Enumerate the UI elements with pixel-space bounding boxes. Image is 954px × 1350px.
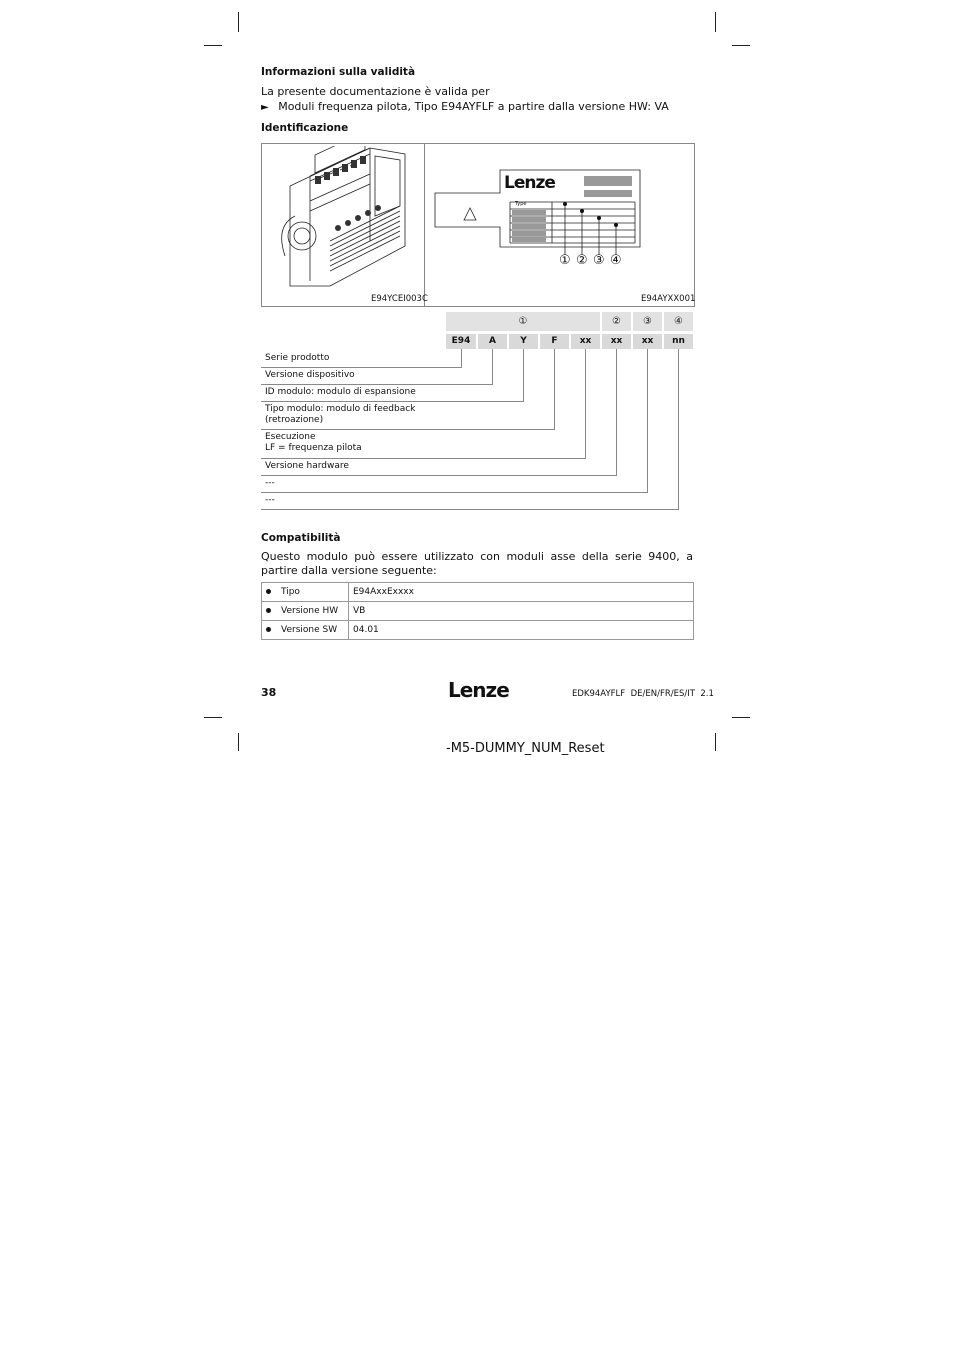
- table-row: [262, 602, 694, 621]
- leader-line: [523, 349, 524, 401]
- arrow-bullet-icon: ►: [261, 102, 269, 113]
- figure-divider: [424, 143, 425, 306]
- table-cell-label: [262, 583, 349, 602]
- right-figure-caption: E94AYXX001: [641, 294, 696, 304]
- leader-line: [461, 349, 462, 367]
- validity-heading: Informazioni sulla validità: [261, 66, 416, 78]
- dummy-label: -M5-DUMMY_NUM_Reset: [446, 741, 605, 756]
- desc-underline: [261, 509, 679, 510]
- code-header-4: ④: [664, 312, 693, 331]
- page-number: 38: [261, 686, 277, 699]
- leader-line: [492, 349, 493, 384]
- code-header-3: ③: [633, 312, 662, 331]
- desc-underline: [261, 429, 555, 430]
- validity-item-text: Moduli frequenza pilota, Tipo E94AYFLF a partire dalla versione HW: VA: [278, 100, 669, 113]
- leader-line: [647, 349, 648, 492]
- table-row: [262, 583, 694, 602]
- left-figure-caption: E94YCEI003C: [371, 294, 428, 304]
- desc-execution-lf: LF = frequenza pilota: [265, 443, 362, 453]
- desc-execution: Esecuzione: [265, 432, 316, 442]
- device-illustration: [270, 146, 420, 291]
- footer-logo: Lenze: [448, 678, 509, 702]
- table-cell-value: VB: [349, 602, 694, 621]
- leader-line: [678, 349, 679, 509]
- validity-intro: La presente documentazione è valida per: [261, 85, 490, 98]
- code-part: A: [478, 334, 507, 349]
- nameplate-type-label: Type: [515, 201, 527, 207]
- circled-number-4: ④: [610, 253, 622, 268]
- leader-line: [616, 349, 617, 475]
- crop-mark: [732, 45, 750, 46]
- table-cell-label: [262, 621, 349, 640]
- leader-line: [585, 349, 586, 458]
- table-cell-value: E94AxxExxxx: [349, 583, 694, 602]
- desc-series: Serie prodotto: [265, 353, 330, 363]
- desc-underline: [261, 458, 586, 459]
- desc-underline: [261, 367, 462, 368]
- compatibility-text: Questo modulo può essere utilizzato con moduli asse della serie 9400, a partire dalla versione seguente:: [261, 550, 693, 577]
- desc-underline: [261, 384, 493, 385]
- nameplate-logo: Lenze: [504, 173, 555, 193]
- desc-placeholder-1: ---: [265, 478, 275, 488]
- code-header-2: ②: [602, 312, 631, 331]
- desc-device-version: Versione dispositivo: [265, 370, 355, 380]
- crop-mark: [238, 12, 239, 32]
- bullet-icon: [266, 627, 271, 632]
- leader-line: [554, 349, 555, 429]
- desc-underline: [261, 492, 648, 493]
- desc-hardware-version: Versione hardware: [265, 461, 349, 471]
- code-part: xx: [571, 334, 600, 349]
- desc-module-id: ID modulo: modulo di espansione: [265, 387, 416, 397]
- row-label: Versione HW: [281, 606, 339, 616]
- bullet-icon: [266, 608, 271, 613]
- desc-module-type-cont: (retroazione): [265, 415, 324, 425]
- row-label: Versione SW: [281, 625, 338, 635]
- code-part: F: [540, 334, 569, 349]
- crop-mark: [715, 733, 716, 751]
- table-row: [262, 621, 694, 640]
- crop-mark: [204, 717, 222, 718]
- compatibility-table: [261, 582, 694, 640]
- row-label: Tipo: [281, 587, 300, 597]
- desc-underline: [261, 401, 524, 402]
- code-part: xx: [602, 334, 631, 349]
- crop-mark: [238, 733, 239, 751]
- table-cell-value: 04.01: [349, 621, 694, 640]
- circled-number-1: ①: [559, 253, 571, 268]
- bullet-icon: [266, 589, 271, 594]
- desc-module-type: Tipo modulo: modulo di feedback: [265, 404, 416, 414]
- crop-mark: [204, 45, 222, 46]
- code-part: xx: [633, 334, 662, 349]
- table-cell-label: [262, 602, 349, 621]
- desc-placeholder-2: ---: [265, 495, 275, 505]
- code-part: Y: [509, 334, 538, 349]
- validity-item: [261, 100, 669, 113]
- crop-mark: [715, 12, 716, 32]
- doc-reference: EDK94AYFLF DE/EN/FR/ES/IT 2.1: [572, 689, 714, 699]
- code-part: nn: [664, 334, 693, 349]
- crop-mark: [732, 717, 750, 718]
- circled-number-2: ②: [576, 253, 588, 268]
- compatibility-heading: Compatibilità: [261, 532, 341, 544]
- code-header-1: ①: [446, 312, 600, 331]
- circled-number-3: ③: [593, 253, 605, 268]
- desc-underline: [261, 475, 617, 476]
- code-part: E94: [446, 334, 476, 349]
- identification-heading: Identificazione: [261, 122, 349, 134]
